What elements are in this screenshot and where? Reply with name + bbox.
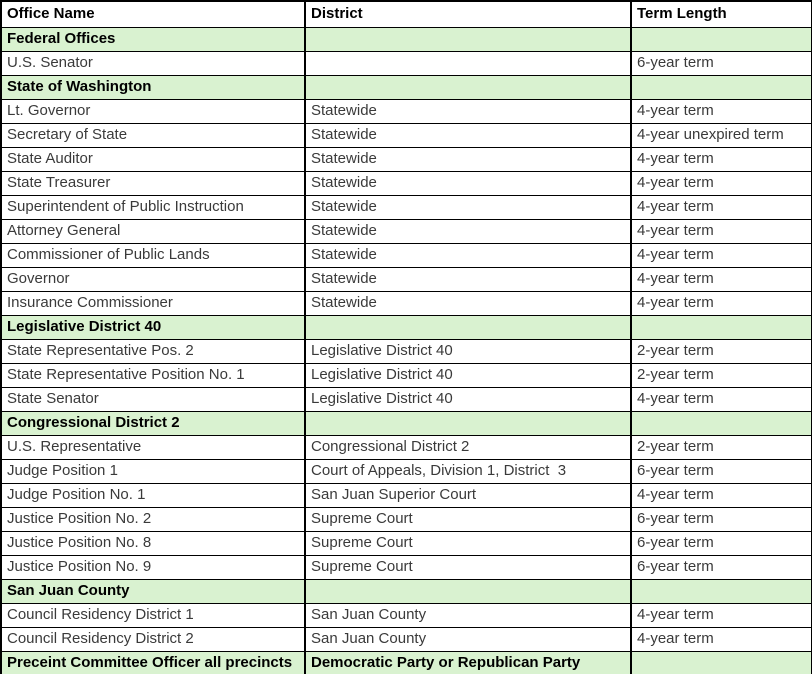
cell-office-name: San Juan County — [1, 579, 305, 603]
cell-office-name: Justice Position No. 2 — [1, 507, 305, 531]
table-row — [1, 243, 812, 267]
cell-term-length: 4-year term — [631, 483, 812, 507]
cell-office-name: Insurance Commissioner — [1, 291, 305, 315]
cell-office-name: Secretary of State — [1, 123, 305, 147]
section-header-row — [1, 411, 812, 435]
cell-office-name: State Representative Position No. 1 — [1, 363, 305, 387]
cell-district — [305, 75, 631, 99]
cell-district: Statewide — [305, 171, 631, 195]
cell-district: Statewide — [305, 147, 631, 171]
table-body — [1, 27, 812, 674]
table-row — [1, 627, 812, 651]
cell-office-name: Commissioner of Public Lands — [1, 243, 305, 267]
cell-office-name: Council Residency District 1 — [1, 603, 305, 627]
cell-office-name: State of Washington — [1, 75, 305, 99]
cell-term-length — [631, 27, 812, 51]
table-row — [1, 195, 812, 219]
cell-district: Statewide — [305, 123, 631, 147]
table-row — [1, 363, 812, 387]
cell-district — [305, 51, 631, 75]
cell-district: Democratic Party or Republican Party — [305, 651, 631, 674]
section-header-row — [1, 651, 812, 674]
cell-office-name: Council Residency District 2 — [1, 627, 305, 651]
cell-district — [305, 579, 631, 603]
cell-office-name: State Senator — [1, 387, 305, 411]
table-row — [1, 531, 812, 555]
cell-term-length: 4-year term — [631, 147, 812, 171]
cell-district — [305, 315, 631, 339]
cell-office-name: State Representative Pos. 2 — [1, 339, 305, 363]
table-row — [1, 507, 812, 531]
cell-office-name: Governor — [1, 267, 305, 291]
cell-office-name: Preceint Committee Officer all precincts — [1, 651, 305, 674]
table-row — [1, 99, 812, 123]
cell-term-length: 4-year term — [631, 387, 812, 411]
cell-district: Supreme Court — [305, 555, 631, 579]
cell-district: Statewide — [305, 99, 631, 123]
cell-term-length: 6-year term — [631, 459, 812, 483]
cell-term-length: 4-year term — [631, 627, 812, 651]
cell-term-length: 4-year term — [631, 267, 812, 291]
cell-district: Statewide — [305, 219, 631, 243]
table-row — [1, 483, 812, 507]
cell-term-length: 4-year term — [631, 603, 812, 627]
column-header-term-length: Term Length — [631, 1, 812, 27]
cell-office-name: Superintendent of Public Instruction — [1, 195, 305, 219]
cell-district: Statewide — [305, 267, 631, 291]
cell-term-length: 4-year term — [631, 219, 812, 243]
cell-district: Legislative District 40 — [305, 363, 631, 387]
cell-district: Legislative District 40 — [305, 339, 631, 363]
cell-office-name: Legislative District 40 — [1, 315, 305, 339]
cell-term-length: 2-year term — [631, 363, 812, 387]
table-row — [1, 435, 812, 459]
section-header-row — [1, 315, 812, 339]
cell-district: Supreme Court — [305, 531, 631, 555]
cell-term-length: 2-year term — [631, 339, 812, 363]
table-row — [1, 219, 812, 243]
cell-district: San Juan Superior Court — [305, 483, 631, 507]
cell-term-length: 4-year term — [631, 243, 812, 267]
cell-office-name: Lt. Governor — [1, 99, 305, 123]
cell-term-length: 4-year unexpired term — [631, 123, 812, 147]
table-row — [1, 51, 812, 75]
cell-term-length — [631, 651, 812, 674]
cell-district: Court of Appeals, Division 1, District 3 — [305, 459, 631, 483]
cell-term-length: 6-year term — [631, 507, 812, 531]
section-header-row — [1, 27, 812, 51]
cell-district: Statewide — [305, 291, 631, 315]
cell-district: Statewide — [305, 243, 631, 267]
cell-term-length: 6-year term — [631, 51, 812, 75]
cell-office-name: U.S. Representative — [1, 435, 305, 459]
table-row — [1, 171, 812, 195]
table-row — [1, 387, 812, 411]
table-row — [1, 555, 812, 579]
cell-office-name: Judge Position 1 — [1, 459, 305, 483]
cell-district: Supreme Court — [305, 507, 631, 531]
cell-office-name: Justice Position No. 8 — [1, 531, 305, 555]
cell-district: Congressional District 2 — [305, 435, 631, 459]
table-row — [1, 459, 812, 483]
cell-office-name: Justice Position No. 9 — [1, 555, 305, 579]
table-row — [1, 123, 812, 147]
cell-term-length — [631, 411, 812, 435]
cell-term-length — [631, 315, 812, 339]
cell-office-name: State Auditor — [1, 147, 305, 171]
table-row — [1, 603, 812, 627]
cell-term-length: 2-year term — [631, 435, 812, 459]
table-header — [1, 1, 812, 27]
cell-office-name: Congressional District 2 — [1, 411, 305, 435]
cell-term-length: 4-year term — [631, 99, 812, 123]
table-row — [1, 291, 812, 315]
cell-term-length — [631, 75, 812, 99]
cell-office-name: U.S. Senator — [1, 51, 305, 75]
section-header-row — [1, 579, 812, 603]
cell-term-length: 6-year term — [631, 555, 812, 579]
cell-district — [305, 27, 631, 51]
table-row — [1, 147, 812, 171]
cell-term-length: 4-year term — [631, 291, 812, 315]
cell-district: Legislative District 40 — [305, 387, 631, 411]
column-header-district: District — [305, 1, 631, 27]
cell-term-length: 4-year term — [631, 195, 812, 219]
cell-district: Statewide — [305, 195, 631, 219]
cell-office-name: Attorney General — [1, 219, 305, 243]
cell-office-name: Federal Offices — [1, 27, 305, 51]
table-row — [1, 339, 812, 363]
cell-term-length — [631, 579, 812, 603]
column-header-office-name: Office Name — [1, 1, 305, 27]
cell-term-length: 4-year term — [631, 171, 812, 195]
cell-office-name: State Treasurer — [1, 171, 305, 195]
cell-office-name: Judge Position No. 1 — [1, 483, 305, 507]
header-row — [1, 1, 812, 27]
cell-district: San Juan County — [305, 603, 631, 627]
cell-term-length: 6-year term — [631, 531, 812, 555]
cell-district: San Juan County — [305, 627, 631, 651]
section-header-row — [1, 75, 812, 99]
cell-district — [305, 411, 631, 435]
table-row — [1, 267, 812, 291]
